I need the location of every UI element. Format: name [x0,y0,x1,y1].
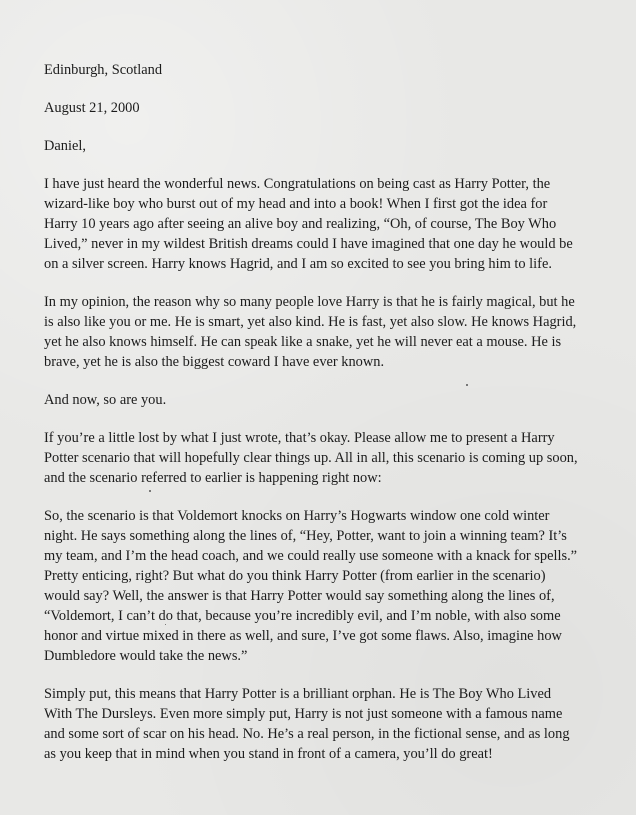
letter-paragraph [44,506,606,666]
letter-paragraph [44,292,606,372]
paper-speck [149,490,151,492]
paragraph-line: Harry 10 years ago after seeing an alive boy and realizing, “Oh, of course, The Boy Who [44,216,557,232]
paragraph-line: Potter scenario that will hopefully clear things up. All in all, this scenario is coming up soon, [44,450,578,466]
letter-paragraph [44,428,606,488]
letter-paragraph [44,684,606,764]
letter-paragraph [44,174,606,274]
paragraph-line: would say? Well, the answer is that Harry Potter would say something along the lines of, [44,588,555,604]
paragraph-line: If you’re a little lost by what I just wrote, that’s okay. Please allow me to present a Harry [44,430,555,446]
letter-paragraph [44,390,606,410]
paper-speck [165,624,166,625]
paragraph-line: my team, and I’m the head coach, and we could really use someone with a knack for spells.” [44,548,578,564]
paragraph-line: on a silver screen. Harry knows Hagrid, and I am so excited to see you bring him to life. [44,256,552,272]
letter-location: Edinburgh, Scotland [44,62,163,78]
paragraph-line: In my opinion, the reason why so many people love Harry is that he is fairly magical, but he [44,294,575,310]
paragraph-line: honor and virtue mixed in there as well, and sure, I’ve got some flaws. Also, imagine how [44,628,562,644]
paper-speck [466,384,468,386]
letter-salutation: Daniel, [44,138,86,154]
paragraph-line: brave, yet he is also the biggest coward I have ever known. [44,354,385,370]
paragraph-line: With The Dursleys. Even more simply put, Harry is not just someone with a famous name [44,706,563,722]
paragraph-line: Lived,” never in my wildest British dreams could I have imagined that one day he would be [44,236,573,252]
paragraph-line: I have just heard the wonderful news. Congratulations on being cast as Harry Potter, the [44,176,551,192]
letter-body [44,174,606,764]
paragraph-line: Dumbledore would take the news.” [44,648,248,664]
paragraph-line: and the scenario referred to earlier is happening right now: [44,470,382,486]
paragraph-line: and some sort of scar on his head. No. He’s a real person, in the fictional sense, and as long [44,726,570,742]
paragraph-line: is also like you or me. He is smart, yet also kind. He is fast, yet also slow. He knows Hagrid, [44,314,577,330]
paragraph-line: yet he also knows himself. He can speak like a snake, yet he will never eat a mouse. He is [44,334,562,350]
paragraph-line: Simply put, this means that Harry Potter is a brilliant orphan. He is The Boy Who Lived [44,686,552,702]
paragraph-line: And now, so are you. [44,392,167,408]
paragraph-line: “Voldemort, I can’t do that, because you’re incredibly evil, and I’m noble, with also some [44,608,561,624]
paragraph-line: as you keep that in mind when you stand in front of a camera, you’ll do great! [44,746,493,762]
paragraph-line: Pretty enticing, right? But what do you think Harry Potter (from earlier in the scenario) [44,568,546,584]
paragraph-line: wizard-like boy who burst out of my head and into a book! When I first got the idea for [44,196,548,212]
paragraph-line: So, the scenario is that Voldemort knocks on Harry’s Hogwarts window one cold winter [44,508,550,524]
letter-date: August 21, 2000 [44,100,140,116]
paragraph-line: night. He says something along the lines of, “Hey, Potter, want to join a winning team? It’s [44,528,567,544]
